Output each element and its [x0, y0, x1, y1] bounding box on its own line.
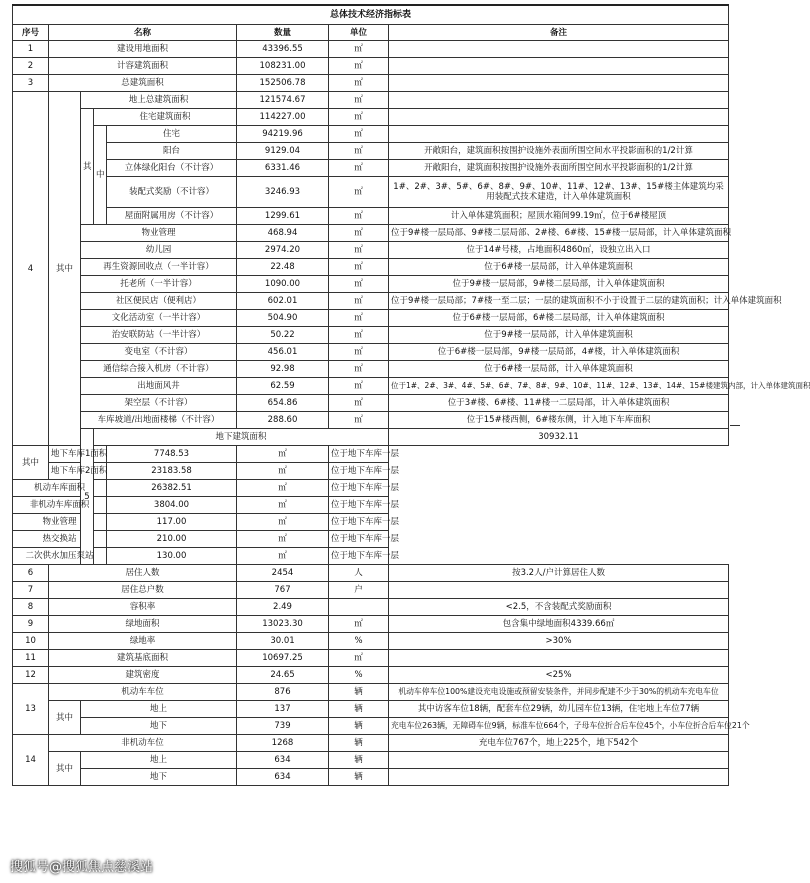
table-row: [13, 75, 729, 92]
row-name: 再生资源回收点（一半计容）: [81, 259, 237, 276]
row-qty: 1268: [237, 735, 329, 752]
row-note: 位于15#楼西侧，6#楼东侧，计入地下车库面积: [389, 412, 729, 429]
row-no: 10: [13, 633, 49, 650]
row-unit: ㎡: [329, 109, 389, 126]
row-no: 4: [13, 92, 49, 446]
row-name: 居住总户数: [49, 582, 237, 599]
row-note: 位于地下车库一层: [329, 497, 389, 514]
table-row: [13, 514, 729, 531]
row-note: 位于3#楼、6#楼、11#楼一二层局部，计入单体建筑面积: [389, 395, 729, 412]
row-unit: ㎡: [237, 531, 329, 548]
row-note: 充电车位767个，地上225个，地下542个: [389, 735, 729, 752]
row-qty: 288.60: [237, 412, 329, 429]
row-name: 住宅建筑面积: [94, 109, 237, 126]
row-name: 计容建筑面积: [49, 58, 237, 75]
row-qty: 13023.30: [237, 616, 329, 633]
table-row: [13, 752, 729, 769]
row-unit: 户: [329, 582, 389, 599]
row-no: 14: [13, 735, 49, 786]
table-row: [13, 463, 729, 480]
row-no: 2: [13, 58, 49, 75]
row-unit: ㎡: [329, 58, 389, 75]
row-note: 按3.2人/户计算居住人数: [389, 565, 729, 582]
row-unit: ㎡: [329, 344, 389, 361]
row-name: 机动车库面积: [13, 480, 107, 497]
row-qty: 43396.55: [237, 41, 329, 58]
table-row: [13, 109, 729, 126]
row-name: 幼儿园: [81, 242, 237, 259]
row-note: 位于地下车库一层: [329, 480, 389, 497]
row-unit: %: [329, 633, 389, 650]
row-unit: ㎡: [329, 412, 389, 429]
row-qty: 654.86: [237, 395, 329, 412]
row-qty: 739: [237, 718, 329, 735]
row-name: 二次供水加压泵站: [13, 548, 107, 565]
row-note: [389, 109, 729, 126]
row-name: 文化活动室（一半计容）: [81, 310, 237, 327]
row-qty: 94219.96: [237, 126, 329, 143]
row-unit: ㎡: [329, 378, 389, 395]
row-note: [389, 58, 729, 75]
table-row: [13, 160, 729, 177]
row-qty: 468.94: [237, 225, 329, 242]
header-row: [13, 25, 729, 41]
row-unit: 辆: [329, 735, 389, 752]
table-row: [13, 395, 729, 412]
row-unit: ㎡: [329, 41, 389, 58]
indicator-table: [12, 4, 810, 786]
row-name: 社区便民店（便利店）: [81, 293, 237, 310]
row-note: [389, 126, 729, 143]
row-note: 位于9#楼一层局部，9#楼二层局部，计入单体建筑面积: [389, 276, 729, 293]
row-name: 建筑基底面积: [49, 650, 237, 667]
row-name: 出地面风井: [81, 378, 237, 395]
row-qty: 30.01: [237, 633, 329, 650]
table-row: [13, 92, 729, 109]
row-qty: 152506.78: [237, 75, 329, 92]
table-row: [13, 276, 729, 293]
row-note: 1#、2#、3#、5#、6#、8#、9#、10#、11#、12#、13#、15#楼主体建筑均采用装配式技术建造，计入单体建筑面积: [389, 177, 729, 208]
row-qty: 2.49: [237, 599, 329, 616]
row-qty: 1299.61: [237, 208, 329, 225]
row-unit: 辆: [329, 769, 389, 786]
table-row: [13, 259, 729, 276]
row-note: >30%: [389, 633, 729, 650]
row-note: [389, 582, 729, 599]
row-name: 架空层（不计容）: [81, 395, 237, 412]
row-no: 9: [13, 616, 49, 633]
row-qty: 876: [237, 684, 329, 701]
row-note: 位于地下车库一层: [329, 548, 389, 565]
row-qty: 2454: [237, 565, 329, 582]
row-no: 11: [13, 650, 49, 667]
row-note: 位于9#楼一层局部；7#楼一至二层；一层的建筑面积不小于设置于二层的建筑面积；计入单体建筑面积: [389, 293, 729, 310]
header-note: 备注: [389, 25, 729, 41]
row-name: 车库坡道/出地面楼梯（不计容）: [81, 412, 237, 429]
row-name: 容积率: [49, 599, 237, 616]
row-name: 地下建筑面积: [94, 429, 389, 446]
table-row: [13, 242, 729, 259]
row-qty: 24.65: [237, 667, 329, 684]
row-qty: 1090.00: [237, 276, 329, 293]
row-note: [389, 650, 729, 667]
row-qty: 22.48: [237, 259, 329, 276]
row-note: 开敞阳台，建筑面积按围护设施外表面所围空间水平投影面积的1/2计算: [389, 160, 729, 177]
row-qty: 117.00: [107, 514, 237, 531]
row-qty: 130.00: [107, 548, 237, 565]
row-name: 屋面附属用房（不计容）: [107, 208, 237, 225]
table-row: [13, 497, 729, 514]
header-no: 序号: [13, 25, 49, 41]
table-row: [13, 667, 729, 684]
row-name: 治安联防站（一半计容）: [81, 327, 237, 344]
row-name: 托老所（一半计容）: [81, 276, 237, 293]
row-qty: 634: [237, 752, 329, 769]
row-name: 地上总建筑面积: [81, 92, 237, 109]
row-no: 1: [13, 41, 49, 58]
row-unit: ㎡: [237, 446, 329, 463]
row-name: 住宅: [107, 126, 237, 143]
table-row: [13, 41, 729, 58]
table-row: [13, 650, 729, 667]
qizhong-label: 其中: [49, 92, 81, 446]
row-unit: ㎡: [329, 310, 389, 327]
table-row: [13, 548, 729, 565]
header-name: 名称: [49, 25, 237, 41]
table-row: [13, 769, 729, 786]
row-name: 非机动车库面积: [13, 497, 107, 514]
row-unit: ㎡: [329, 160, 389, 177]
row-name: 地下车库2面积: [49, 463, 107, 480]
row-qty: 137: [237, 701, 329, 718]
row-note: [389, 41, 729, 58]
row-note: 位于1#、2#、3#、4#、5#、6#、7#、8#、9#、10#、11#、12#、13#、14#、15#楼建筑内部，计入单体建筑面积: [389, 378, 729, 395]
row-note: 其中访客车位18辆，配套车位29辆，幼儿园车位13辆，住宅地上车位77辆: [389, 701, 729, 718]
row-no: 12: [13, 667, 49, 684]
row-unit: ㎡: [329, 177, 389, 208]
row-name: 物业管理: [13, 514, 107, 531]
header-unit: 单位: [329, 25, 389, 41]
table-row: [13, 58, 729, 75]
row-unit: 辆: [329, 684, 389, 701]
row-name: 建筑密度: [49, 667, 237, 684]
row-name: 地上: [81, 701, 237, 718]
row-qty: 9129.04: [237, 143, 329, 160]
row-unit: ㎡: [329, 259, 389, 276]
row-unit: ㎡: [329, 126, 389, 143]
row-qty: 767: [237, 582, 329, 599]
row-unit: 辆: [329, 752, 389, 769]
row-name: 通信综合接入机房（不计容）: [81, 361, 237, 378]
table-row: [13, 582, 729, 599]
table-row: [13, 412, 729, 429]
table-row: [13, 735, 729, 752]
row-name: 热交换站: [13, 531, 107, 548]
row-unit: %: [329, 667, 389, 684]
row-note: 机动车停车位100%建设充电设施或预留安装条件，并同步配建不少于30%的机动车充电车位: [389, 684, 729, 701]
table-row: [13, 633, 729, 650]
row-unit: ㎡: [329, 143, 389, 160]
row-name: 地下: [81, 718, 237, 735]
row-note: 位于9#楼一层局部，计入单体建筑面积: [389, 327, 729, 344]
table-title: 总体技术经济指标表: [13, 5, 729, 25]
row-qty: 10697.25: [237, 650, 329, 667]
row-unit: 辆: [329, 701, 389, 718]
row-no: 3: [13, 75, 49, 92]
row-unit: ㎡: [329, 616, 389, 633]
row-note: 位于6#楼一层局部，计入单体建筑面积: [389, 361, 729, 378]
row-note: <25%: [389, 667, 729, 684]
row-unit: ㎡: [329, 208, 389, 225]
row-note: <2.5，不含装配式奖励面积: [389, 599, 729, 616]
table-row: [13, 480, 729, 497]
row-qty: 6331.46: [237, 160, 329, 177]
row-name: 非机动车位: [49, 735, 237, 752]
row-note: 包含集中绿地面积4339.66㎡: [389, 616, 729, 633]
table-row: [13, 208, 729, 225]
table-row: [13, 701, 729, 718]
row-note: [389, 92, 729, 109]
row-unit: ㎡: [237, 463, 329, 480]
row-unit: ㎡: [329, 92, 389, 109]
table-row: [13, 684, 729, 701]
row-note: 位于地下车库一层: [329, 446, 389, 463]
watermark: 搜狐号@搜狐焦点慈溪站: [10, 860, 154, 875]
table-row: [13, 531, 729, 548]
row-note: 位于6#楼一层局部，计入单体建筑面积: [389, 259, 729, 276]
qi-label: 其: [81, 109, 94, 225]
row-qty: 3804.00: [107, 497, 237, 514]
title-row: [13, 5, 729, 25]
row-name: 绿地率: [49, 633, 237, 650]
qizhong-label: 其中: [49, 701, 81, 735]
row-unit: ㎡: [237, 497, 329, 514]
row-qty: 108231.00: [237, 58, 329, 75]
row-name: 居住人数: [49, 565, 237, 582]
row-qty: 92.98: [237, 361, 329, 378]
row-unit: ㎡: [329, 327, 389, 344]
row-note: [389, 75, 729, 92]
table-row: [13, 718, 729, 735]
row-unit: 人: [329, 565, 389, 582]
row-no: 7: [13, 582, 49, 599]
table-row: [13, 565, 729, 582]
row-unit: ㎡: [329, 276, 389, 293]
table-row: [13, 177, 729, 208]
row-unit: 辆: [329, 718, 389, 735]
table-row: [13, 327, 729, 344]
row-note: 开敞阳台，建筑面积按围护设施外表面所围空间水平投影面积的1/2计算: [389, 143, 729, 160]
row-note: 位于6#楼一层局部，9#楼一层局部，4#楼，计入单体建筑面积: [389, 344, 729, 361]
table-row: [13, 599, 729, 616]
header-qty: 数量: [237, 25, 329, 41]
row-name: 物业管理: [81, 225, 237, 242]
row-qty: 634: [237, 769, 329, 786]
table-row: [13, 361, 729, 378]
row-qty: 62.59: [237, 378, 329, 395]
row-unit: ㎡: [237, 548, 329, 565]
row-name: 阳台: [107, 143, 237, 160]
row-note: [389, 752, 729, 769]
row-qty: 456.01: [237, 344, 329, 361]
row-qty: 2974.20: [237, 242, 329, 259]
qizhong-label: 其中: [13, 446, 49, 480]
row-note: [389, 769, 729, 786]
table-row: [13, 378, 729, 395]
row-no: 6: [13, 565, 49, 582]
zhong-label: 中: [94, 126, 107, 225]
table-row: [13, 225, 729, 242]
page-edge-mark: [730, 425, 740, 426]
row-qty: 30932.11: [389, 429, 729, 446]
row-note: 位于地下车库一层: [329, 463, 389, 480]
row-name: 绿地面积: [49, 616, 237, 633]
row-note: 位于地下车库一层: [329, 514, 389, 531]
row-unit: ㎡: [329, 395, 389, 412]
row-unit: ㎡: [329, 293, 389, 310]
row-qty: 3246.93: [237, 177, 329, 208]
indicator-sheet: [12, 4, 810, 786]
row-unit: ㎡: [329, 75, 389, 92]
row-unit: ㎡: [329, 225, 389, 242]
table-row: [13, 143, 729, 160]
row-unit: ㎡: [329, 361, 389, 378]
row-name: 装配式奖励（不计容）: [107, 177, 237, 208]
row-note: 充电车位263辆，无障碍车位9辆，标准车位664个，子母车位折合后车位45个，小车位折合后车位21个: [389, 718, 729, 735]
row-qty: 114227.00: [237, 109, 329, 126]
row-unit: [329, 599, 389, 616]
row-unit: ㎡: [329, 650, 389, 667]
row-qty: 602.01: [237, 293, 329, 310]
row-qty: 26382.51: [107, 480, 237, 497]
row-qty: 7748.53: [107, 446, 237, 463]
table-row: [13, 616, 729, 633]
row-qty: 23183.58: [107, 463, 237, 480]
row-name: 地下车库1面积: [49, 446, 107, 463]
row-qty: 121574.67: [237, 92, 329, 109]
row-note: 位于6#楼一层局部，6#楼二层局部，计入单体建筑面积: [389, 310, 729, 327]
row-no: 8: [13, 599, 49, 616]
row-name: 立体绿化阳台（不计容）: [107, 160, 237, 177]
row-name: 地下: [81, 769, 237, 786]
row-name: 总建筑面积: [49, 75, 237, 92]
row-name: 建设用地面积: [49, 41, 237, 58]
table-row: [13, 293, 729, 310]
row-note: 位于14#号楼，占地面积4860㎡，设独立出入口: [389, 242, 729, 259]
row-note: 位于地下车库一层: [329, 531, 389, 548]
row-note: 位于9#楼一层局部、9#楼二层局部、2#楼、6#楼、15#楼一层局部，计入单体建筑面积: [389, 225, 729, 242]
row-note: 计入单体建筑面积；屋顶水箱间99.19㎡，位于6#楼屋顶: [389, 208, 729, 225]
table-row: [13, 344, 729, 361]
row-unit: ㎡: [237, 480, 329, 497]
row-no: 5: [81, 429, 94, 565]
row-name: 机动车车位: [49, 684, 237, 701]
row-qty: 50.22: [237, 327, 329, 344]
table-row: [13, 446, 729, 463]
row-name: 地上: [81, 752, 237, 769]
table-row: [13, 126, 729, 143]
qizhong-label: 其中: [49, 752, 81, 786]
table-row: [13, 429, 729, 446]
row-unit: ㎡: [329, 242, 389, 259]
table-row: [13, 310, 729, 327]
row-name: 变电室（不计容）: [81, 344, 237, 361]
row-unit: ㎡: [237, 514, 329, 531]
row-no: 13: [13, 684, 49, 735]
row-qty: 210.00: [107, 531, 237, 548]
row-qty: 504.90: [237, 310, 329, 327]
